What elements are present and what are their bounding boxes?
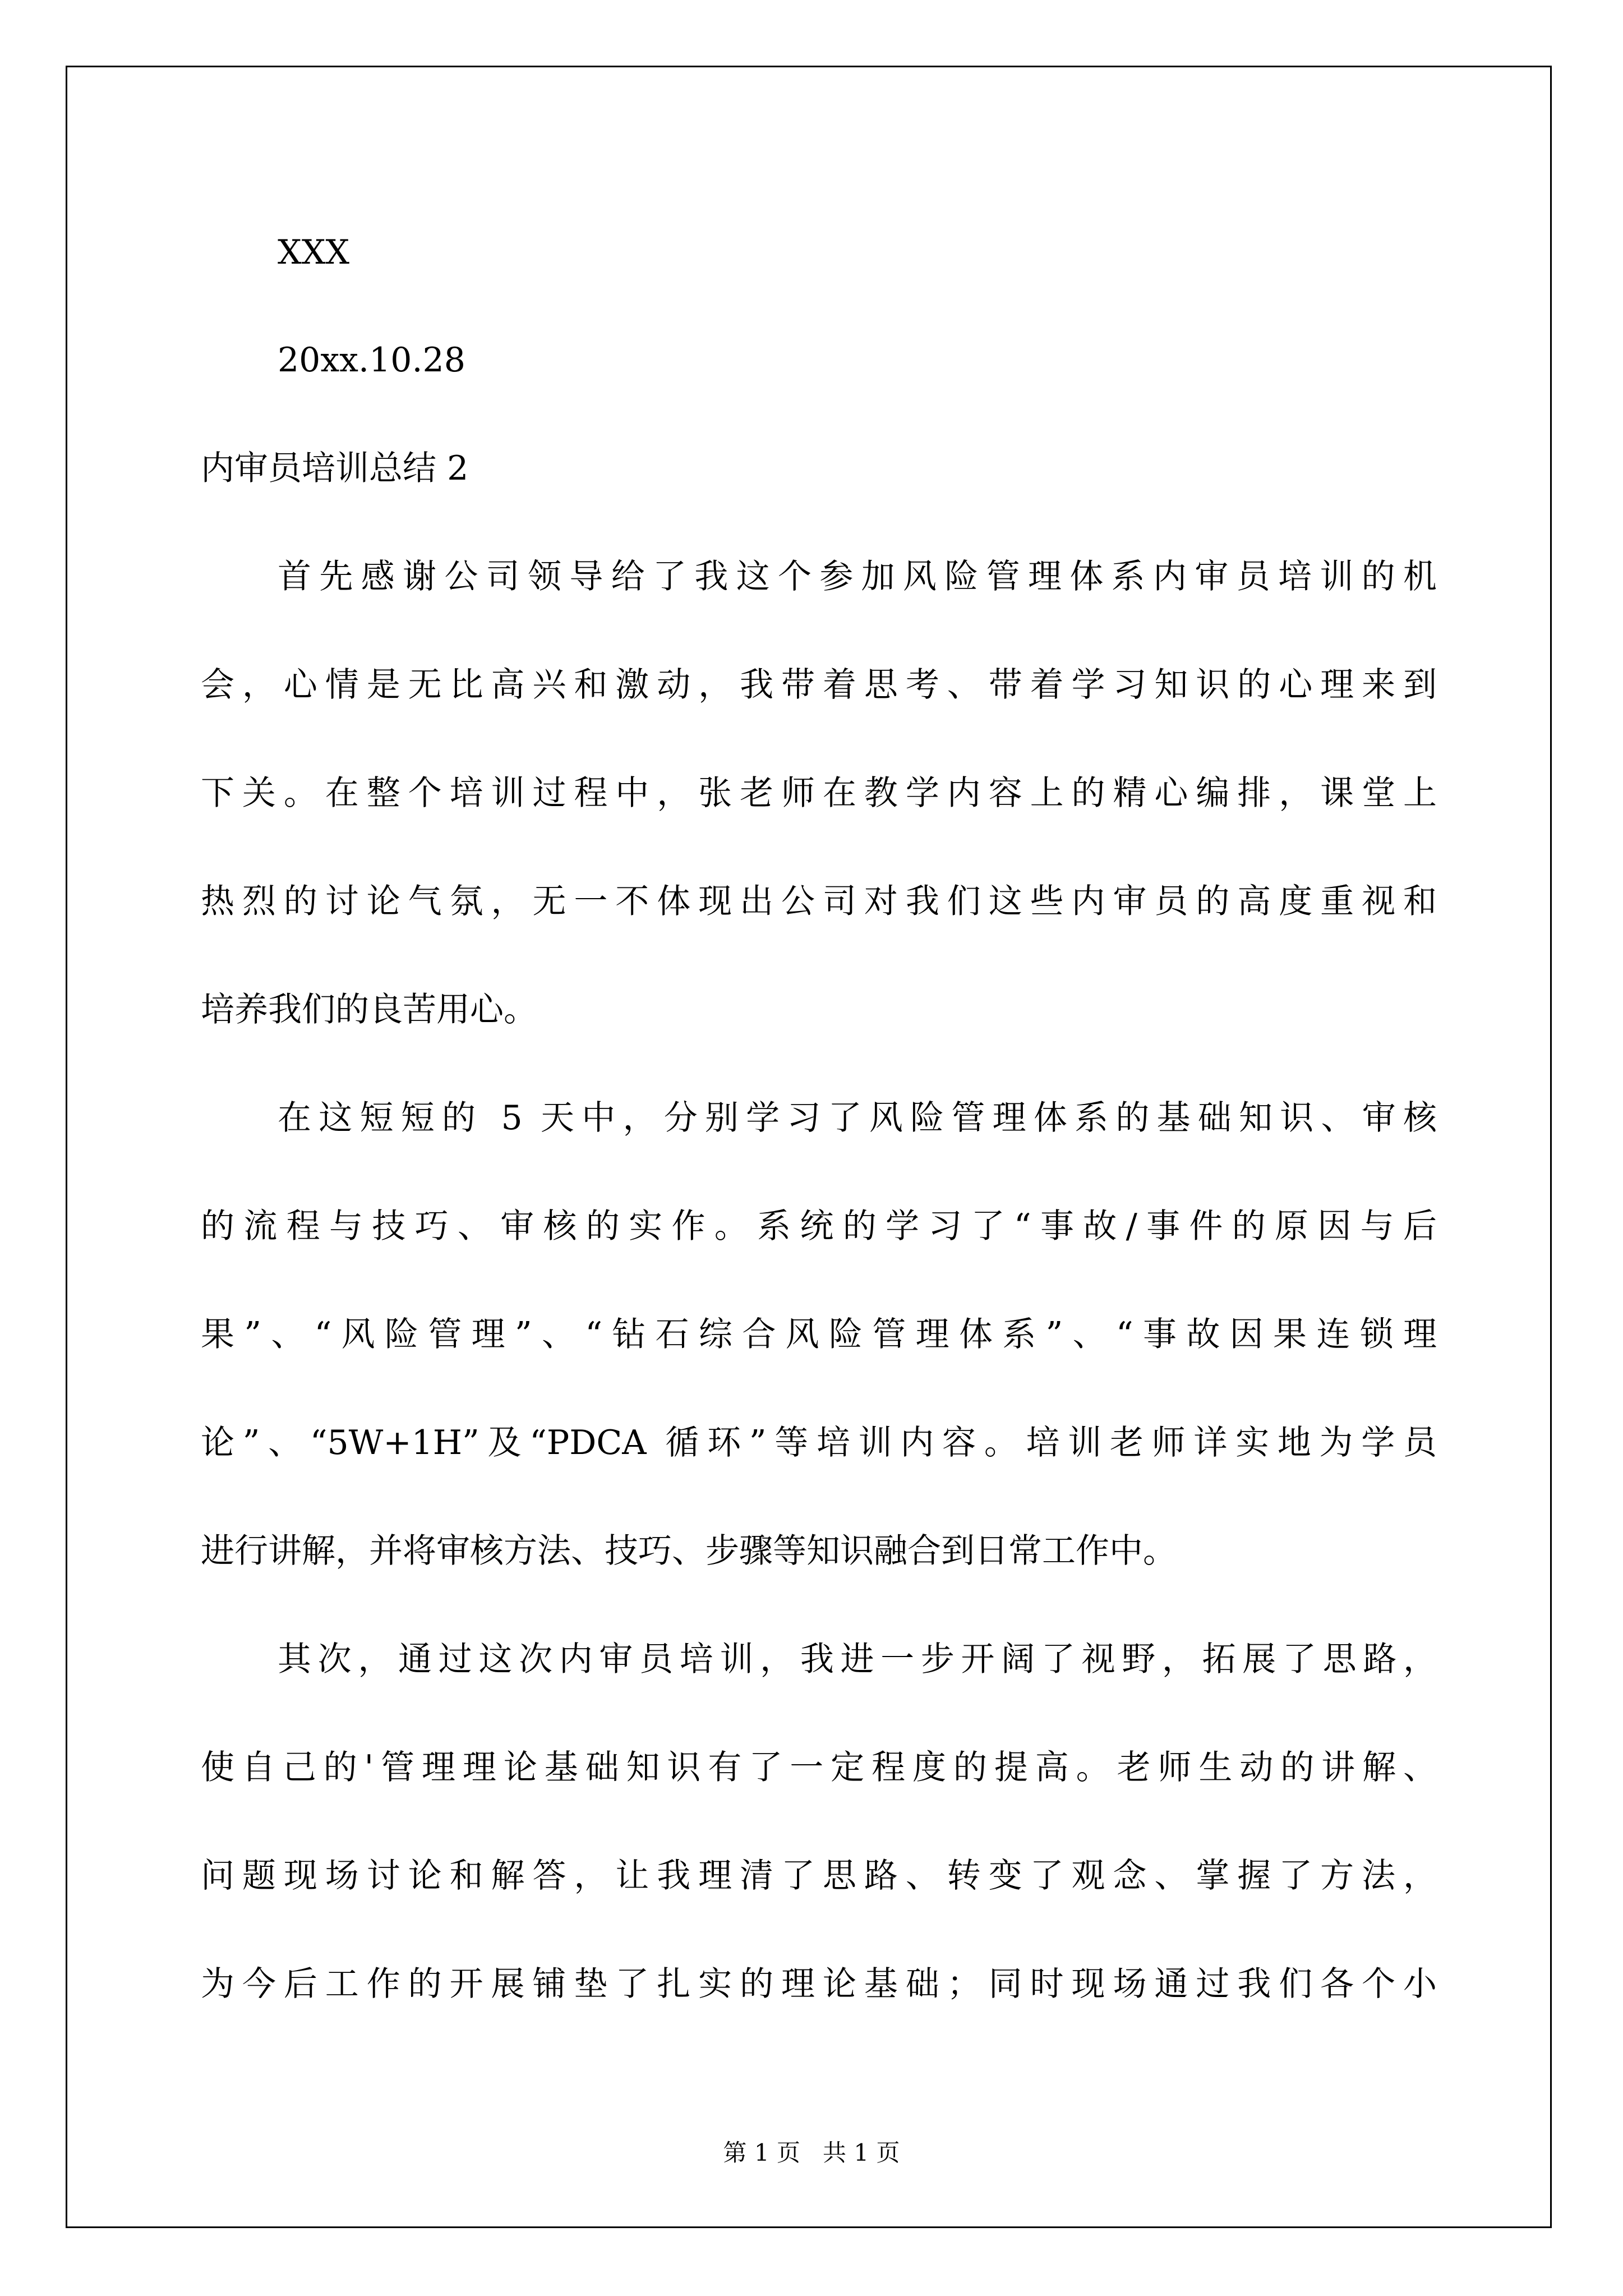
signature-date: 20xx.10.28 [278,341,465,380]
paragraph-3-line-4: 为今后工作的开展铺垫了扎实的理论基础；同时现场通过我们各个小 [201,1964,1437,2004]
paragraph-1-line-4: 热烈的讨论气氛，无一不体现出公司对我们这些内审员的高度重视和 [201,882,1437,921]
paragraph-3-line-3: 问题现场讨论和解答，让我理清了思路、转变了观念、掌握了方法， [201,1856,1437,1895]
paragraph-1-line-2: 会，心情是无比高兴和激动，我带着思考、带着学习知识的心理来到 [201,665,1437,705]
page-border [66,66,1552,2228]
paragraph-3-line-2: 使自己的'管理理论基础知识有了一定程度的提高。老师生动的讲解、 [201,1748,1437,1787]
paragraph-2-line-3: 果”、“风险管理”、“钻石综合风险管理体系”、“事故因果连锁理 [201,1315,1437,1354]
paragraph-1-line-1: 首先感谢公司领导给了我这个参加风险管理体系内审员培训的机 [278,557,1437,596]
section-title: 内审员培训总结 2 [201,449,469,488]
paragraph-3-line-1: 其次，通过这次内审员培训，我进一步开阔了视野，拓展了思路， [278,1640,1437,1679]
signature-name: XXX [278,233,350,272]
paragraph-2-line-5: 进行讲解，并将审核方法、技巧、步骤等知识融合到日常工作中。 [201,1531,1177,1571]
paragraph-2-line-4: 论”、“5W+1H”及“PDCA 循环”等培训内容。培训老师详实地为学员 [201,1423,1437,1462]
paragraph-2-line-1: 在这短短的 5 天中，分别学习了风险管理体系的基础知识、审核 [278,1098,1437,1138]
paragraph-1-line-5: 培养我们的良苦用心。 [201,990,537,1029]
paragraph-2-line-2: 的流程与技巧、审核的实作。系统的学习了“事故/事件的原因与后 [201,1207,1437,1246]
page-footer: 第 1 页 共 1 页 [723,2139,900,2166]
paragraph-1-line-3: 下关。在整个培训过程中，张老师在教学内容上的精心编排，课堂上 [201,774,1437,813]
